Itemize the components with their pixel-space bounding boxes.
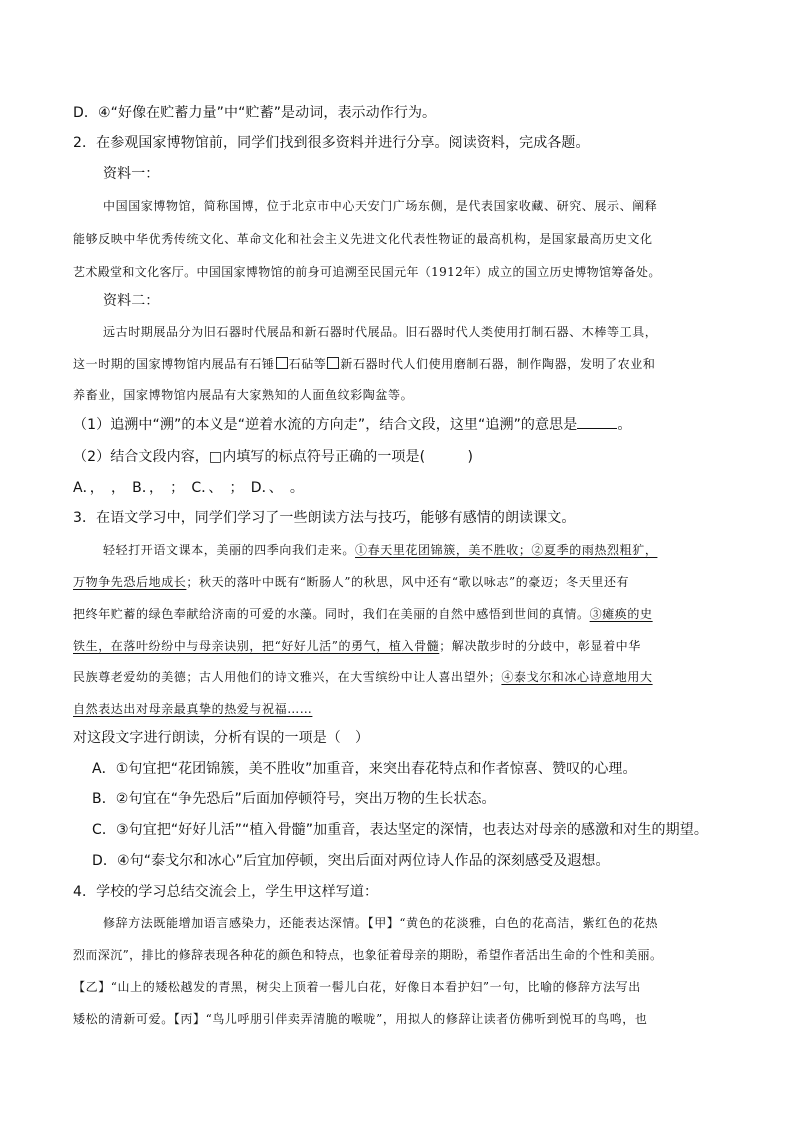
q3-passage-line — [73, 636, 641, 656]
passage-underlined: 万物争先恐后地成长 — [73, 575, 187, 589]
q2-options: A．， ， B．， ； C．、 ； D．、 。 — [73, 480, 305, 496]
q3-passage-line — [73, 667, 653, 687]
material-1-line: 中国国家博物馆，简称国博，位于北京市中心天安门广场东侧，是代表国家收藏、研究、展示、阐释 — [103, 199, 658, 213]
q4-line: 修辞方法既能增加语言感染力，还能表达深情。【甲】“黄色的花淡雅，白色的花高洁，紫红色的花热 — [103, 916, 659, 930]
q2-sub1-end: 。 — [617, 417, 632, 433]
q3-option-c: C．③句宜把“好好儿活”“植入骨髓”加重音，表达坚定的深情，也表达对母亲的感激和对生的期望。 — [92, 822, 708, 838]
passage-text: 把终年贮蓄的绿色奉献给济南的可爱的水藻。同时，我们在美丽的自然中感悟到世间的真情。 — [73, 607, 590, 621]
q2-sub1-text: （1）追溯中“溯”的本义是“逆着水流的方向走”，结合文段，这里“追溯”的意思是 — [73, 417, 578, 433]
passage-text: 民族尊老爱幼的美德；古人用他们的诗文雅兴，在大雪缤纷中让人喜出望外； — [73, 670, 502, 684]
material-2-line — [73, 354, 655, 374]
answer-blank[interactable] — [577, 416, 617, 429]
material-2-text: 石砧等 — [288, 357, 327, 371]
material-2-line: 养畜业，国家博物馆内展品有大家熟知的人面鱼纹彩陶盆等。 — [73, 388, 414, 402]
q3-passage-line — [73, 699, 312, 719]
passage-text: ；解决散步时的分歧中，彰显着中华 — [439, 639, 641, 653]
material-2-line: 远古时期展品分为旧石器时代展品和新石器时代展品。旧石器时代人类使用打制石器、木棒等工具， — [103, 325, 658, 339]
q4-line: 烈而深沉”，排比的修辞表现各种花的颜色和特点，也象征着母亲的期盼，希望作者活出生命的个性和美丽。 — [73, 948, 663, 962]
q2-sub1 — [73, 415, 631, 435]
passage-text: 轻轻打开语文课本，美丽的四季向我们走来。 — [103, 543, 356, 557]
q3-stem: 3．在语文学习中，同学们学习了一些朗读方法与技巧，能够有感情的朗读课文。 — [73, 510, 576, 526]
passage-underlined: ①春天里花团锦簇，美不胜收；②夏季的雨热烈粗犷， — [355, 543, 658, 557]
passage-text: ；秋天的落叶中既有“断肠人”的秋思，风中还有“歌以咏志”的豪迈；冬天里还有 — [186, 575, 630, 589]
material-1-line: 艺术殿堂和文化客厅。中国国家博物馆的前身可追溯至民国元年（1912年）成立的国立历史博物馆筹备处。 — [73, 265, 661, 279]
q3-passage-line — [73, 604, 653, 624]
q1-option-d: D．④“好像在贮蓄力量”中“贮蓄”是动词，表示动作行为。 — [73, 105, 437, 121]
q4-line: 【乙】“山上的矮松越发的青黑，树尖上顶着一髻儿白花，好像日本看护妇”一句，比喻的修辞方法写出 — [73, 980, 641, 994]
q4-line: 矮松的清新可爱。【丙】“鸟儿呼朋引伴卖弄清脆的喉咙”，用拟人的修辞让读者仿佛听到悦耳的鸟鸣，也 — [73, 1012, 648, 1026]
passage-underlined: 铁生，在落叶纷纷中与母亲诀别，把“好好儿活”的勇气，植入骨髓 — [73, 639, 440, 653]
q2-sub2: （2）结合文段内容，□内填写的标点符号正确的一项是( ) — [73, 449, 474, 465]
passage-underlined: ③瘫痪的史 — [589, 607, 653, 621]
q3-passage-line — [73, 572, 629, 592]
q3-question: 对这段文字进行朗读，分析有误的一项是（ ） — [73, 730, 370, 746]
material-2-label: 资料二： — [103, 293, 160, 309]
q3-option-d: D．④句“泰戈尔和冰心”后宜加停顿，突出后面对两位诗人作品的深刻感受及遐想。 — [92, 853, 610, 869]
q3-option-b: B．②句宜在“争先恐后”后面加停顿符号，突出万物的生长状态。 — [92, 791, 496, 807]
q4-stem: 4．学校的学习总结交流会上，学生甲这样写道： — [73, 884, 379, 900]
blank-box[interactable] — [276, 357, 288, 369]
passage-underlined: ④泰戈尔和冰心诗意地用大 — [501, 670, 653, 684]
q2-stem: 2．在参观国家博物馆前，同学们找到很多资料并进行分享。阅读资料，完成各题。 — [73, 135, 590, 151]
material-2-text: 这一时期的国家博物馆内展品有石锤 — [73, 357, 275, 371]
q3-passage-line — [103, 540, 657, 560]
q3-option-a: A．①句宜把“花团锦簇，美不胜收”加重音，来突出春花特点和作者惊喜、赞叹的心理。 — [92, 761, 637, 777]
material-1-line: 能够反映中华优秀传统文化、革命文化和社会主义先进文化代表性物证的最高机构，是国家最高历史文化 — [73, 232, 653, 246]
blank-box[interactable] — [327, 357, 339, 369]
passage-underlined: 自然表达出对母亲最真挚的热爱与祝福…… — [73, 702, 313, 716]
material-1-label: 资料一： — [103, 166, 160, 182]
material-2-text: 新石器时代人们使用磨制石器，制作陶器，发明了农业和 — [340, 357, 656, 371]
